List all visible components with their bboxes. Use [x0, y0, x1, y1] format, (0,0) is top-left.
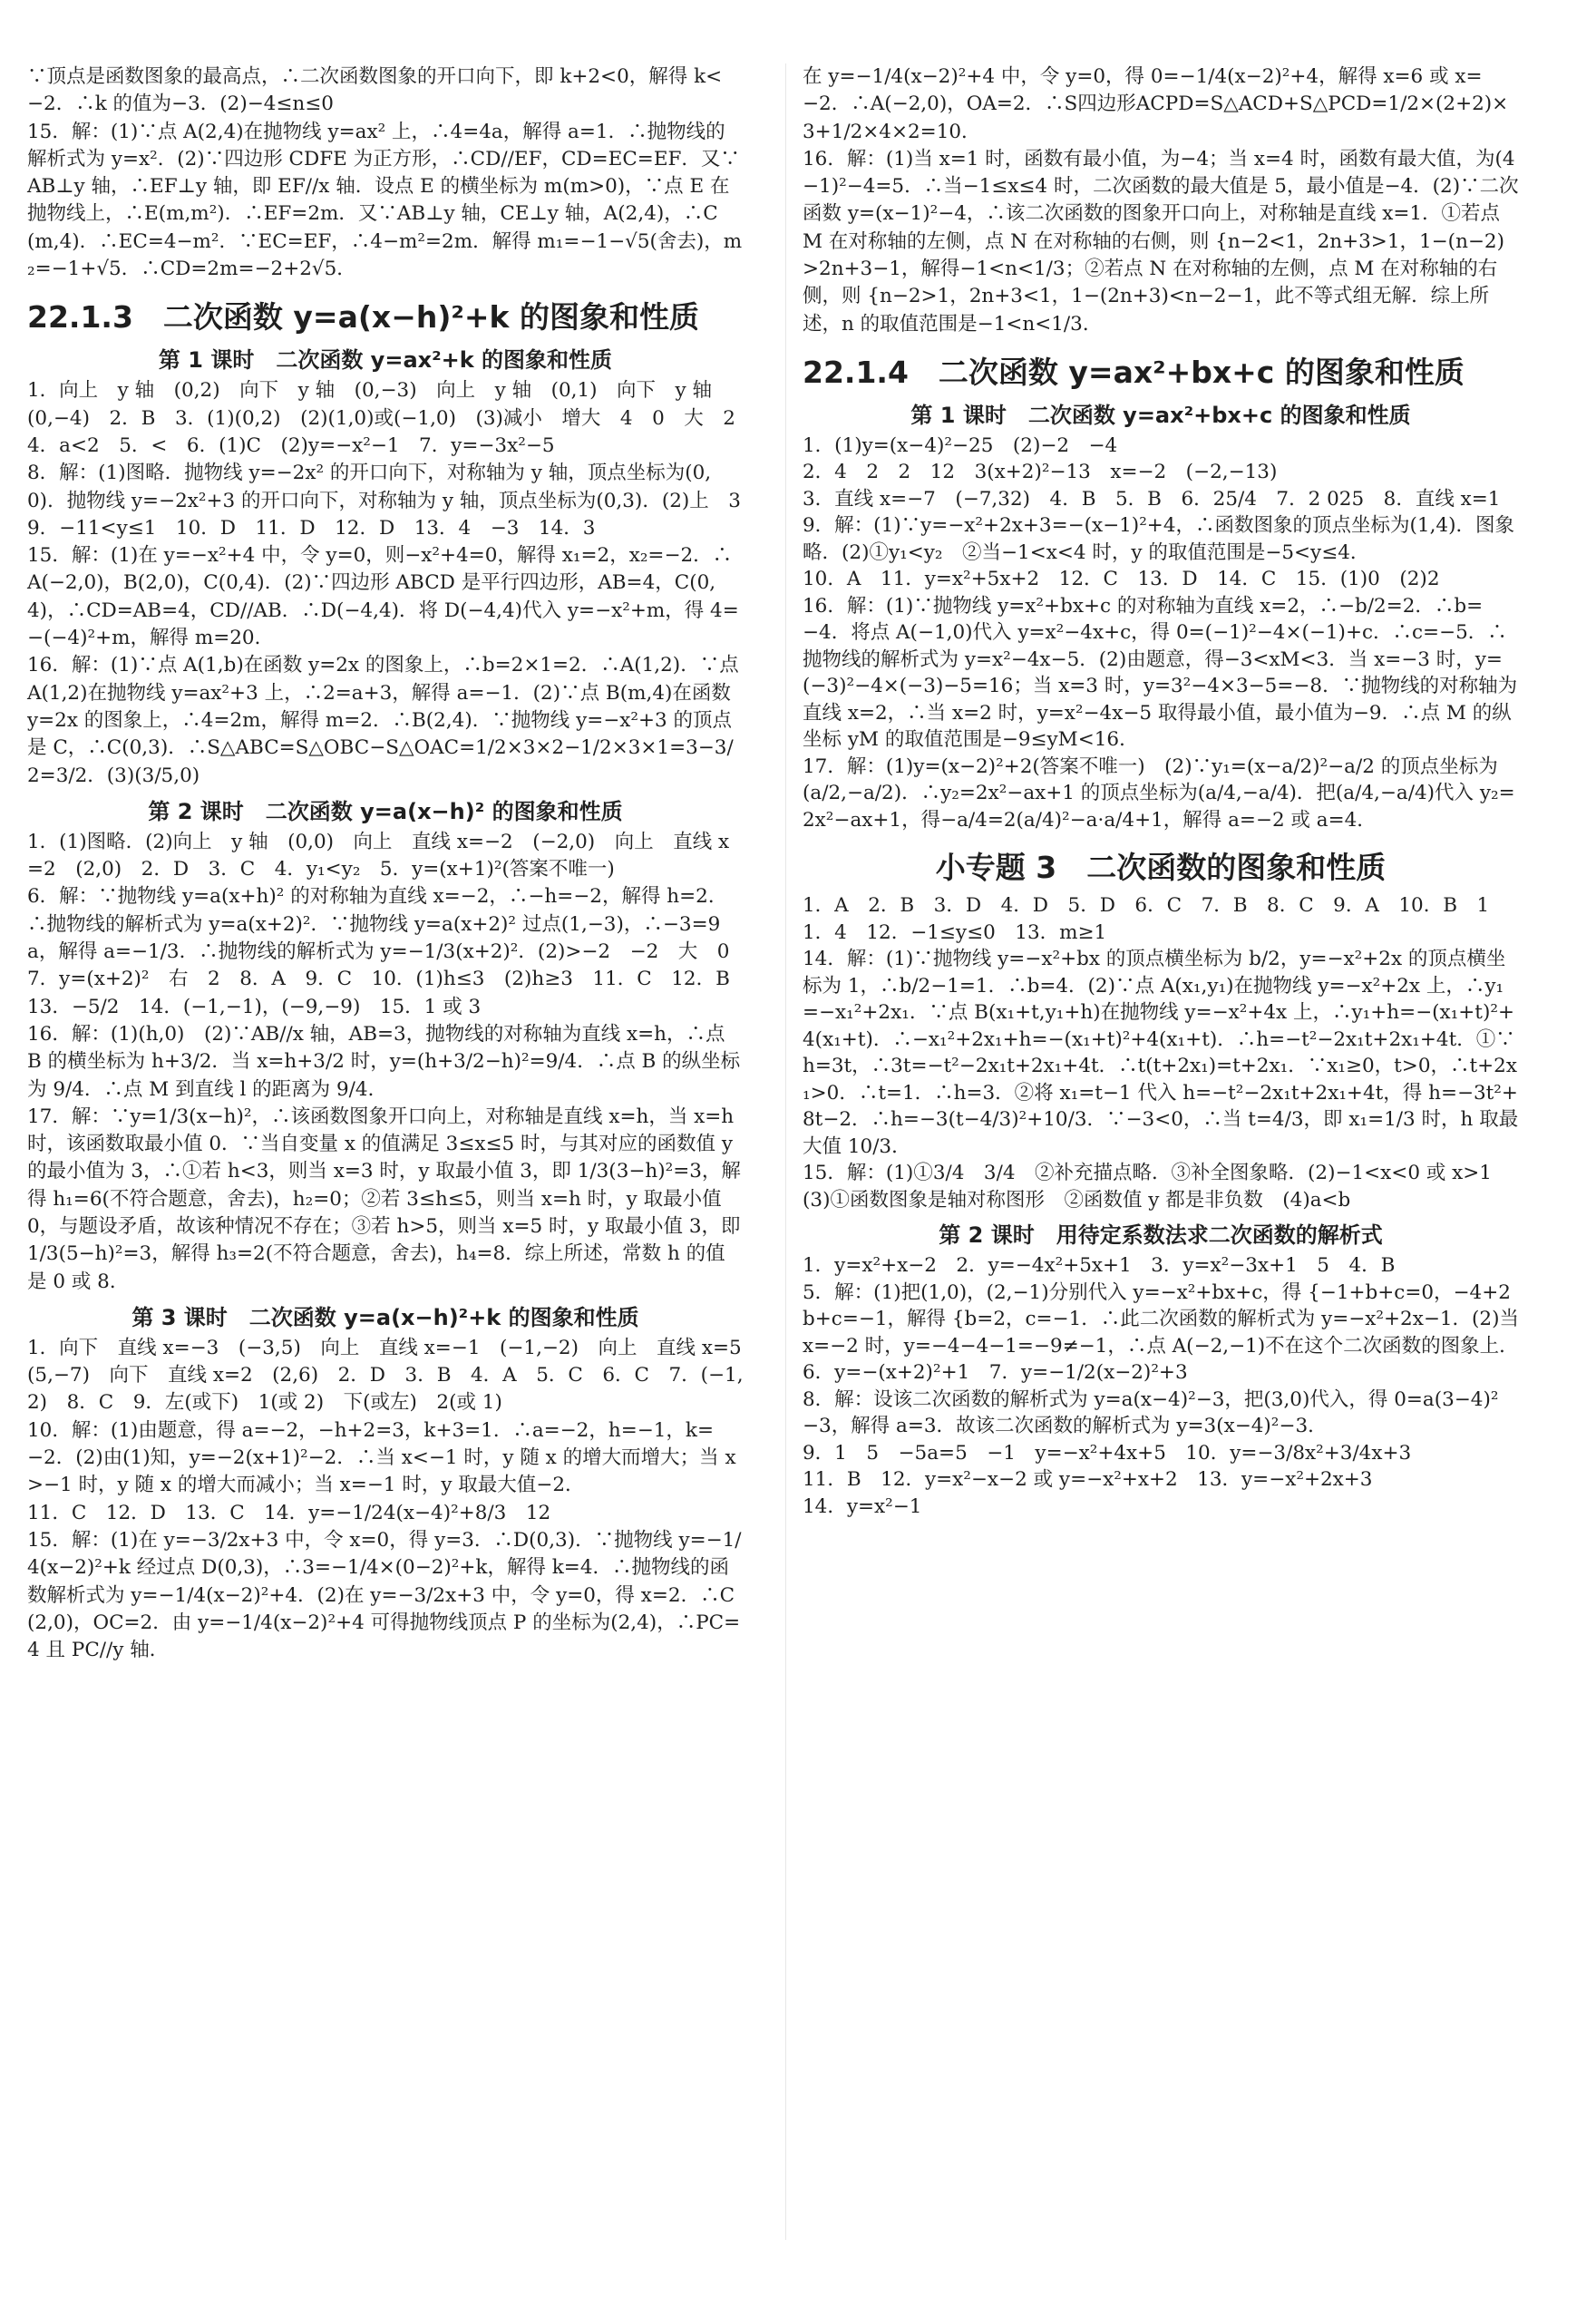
answer-block: 17．解：(1)y=(x−2)²+2(答案不唯一) (2)∵y₁=(x−a/2)²−a/2 的顶点坐标为(a/2,−a/2)．∴y₂=2x²−ax+1 的顶点坐标为(a/4,−a/4)．把(a/4,−a/4)代入 y₂=2x²−ax+1，得−a/4=2(a/4)²−a·a/4+1，解得 a=−2 或 a=4． — [803, 754, 1515, 832]
answer-block: 14．y=x²−1 — [803, 1494, 922, 1518]
answer-block: 6．解：∵抛物线 y=a(x+h)² 的对称轴为直线 x=−2，∴−h=−2，解得 h=2．∴抛物线的解析式为 y=a(x+2)²．∵抛物线 y=a(x+2)² 过点(1,−3)，∴−3=9a，解得 a=−1/3．∴抛物线的解析式为 y=−1/3(x+2)²．(2)>−2 −2 大 0 — [27, 885, 730, 964]
answer-block: 8．解：设该二次函数的解析式为 y=a(x−4)²−3，把(3,0)代入，得 0=a(3−4)²−3，解得 a=3．故该二次函数的解析式为 y=3(x−4)²−3． — [803, 1387, 1499, 1438]
section-title: 22.1.4 二次函数 y=ax²+bx+c 的图象和性质 — [803, 354, 1465, 390]
answer-block: 5．解：(1)把(1,0)，(2,−1)分别代入 y=−x²+bx+c，得 {−1+b+c=0，−4+2b+c=−1，解得 {b=2，c=−1．∴此二次函数的解析式为 y=−x²+2x−1．(2)当 x=−2 时，y=−4−4−1=−9≠−1，∴点 A(−2,−1)不在这个二次函数的图象上． — [803, 1280, 1519, 1358]
answer-block: 14．解：(1)∵抛物线 y=−x²+bx 的顶点横坐标为 b/2，y=−x²+2x 的顶点横坐标为 1，∴b/2−1=1．∴b=4．(2)∵点 A(x₁,y₁)在抛物线 y=−x²+2x 上，∴y₁=−x₁²+2x₁．∵点 B(x₁+t,y₁+h)在抛物线 y=−x²+4x 上，∴y₁+h=−(x₁+t)²+4(x₁+t)．∴−x₁²+2x₁+h=−(x₁+t)²+4(x₁+t)．∴h=−t²−2x₁t+2x₁+4t．①∵h=3t，∴3t=−t²−2x₁t+2x₁+4t．∴t(t+2x₁)=t+2x₁．∵x₁≥0，t>0，∴t+2x₁>0．∴t=1．∴h=3．②将 x₁=t−1 代入 h=−t²−2x₁t+2x₁+4t，得 h=−3t²+8t−2．∴h=−3(t−4/3)²+10/3．∵−3<0，∴当 t=4/3，即 x₁=1/3 时，h 取最大值 10/3． — [803, 948, 1519, 1158]
answer-block: 9．−11<y≤1 10．D 11．D 12．D 13．4 −3 14．3 — [27, 516, 596, 540]
lesson-title: 第 1 课时 二次函数 y=ax²+k 的图象和性质 — [158, 347, 613, 374]
lesson-title: 第 2 课时 用待定系数法求二次函数的解析式 — [939, 1222, 1383, 1249]
left-column — [27, 63, 762, 1664]
answer-block: 8．解：(1)图略．抛物线 y=−2x² 的开口向下，对称轴为 y 轴，顶点坐标为(0,0)．抛物线 y=−2x²+3 的开口向下，对称轴为 y 轴，顶点坐标为(0,3)．(2)上 3 — [27, 462, 741, 512]
section-title: 22.1.3 二次函数 y=a(x−h)²+k 的图象和性质 — [27, 299, 699, 336]
answer-block: 1．向上 y 轴 (0,2) 向下 y 轴 (0,−3) 向上 y 轴 (0,1) 向下 y 轴 (0,−4) 2．B 3．(1)(0,2) (2)(1,0)或(−1,0) (3)减小 增大 4 0 大 2 4．a<2 5．< 6．(1)C (2)y=−x²−1 7．y=−3x²−5 — [27, 379, 755, 457]
answer-block: 11．B 12．y=x²−x−2 或 y=−x²+x+2 13．y=−x²+2x+3 — [803, 1468, 1373, 1492]
answer-block: 9．解：(1)∵y=−x²+2x+3=−(x−1)²+4，∴函数图象的顶点坐标为(1,4)．图象略．(2)①y₁<y₂ ②当−1<x<4 时，y 的取值范围是−5<y≤4． — [803, 514, 1514, 564]
answer-block: 15．解：(1)在 y=−3/2x+3 中，令 x=0，得 y=3．∴D(0,3)．∵抛物线 y=−1/4(x−2)²+k 经过点 D(0,3)，∴3=−1/4×(0−2)²+k，解得 k=4．∴抛物线的函数解析式为 y=−1/4(x−2)²+4．(2)在 y=−3/2x+3 中，令 y=0，得 x=2．∴C(2,0)，OC=2．由 y=−1/4(x−2)²+4 可得抛物线顶点 P 的坐标为(2,4)，∴PC=4 且 PC//y 轴． — [27, 1528, 742, 1662]
answer-block: 10．解：(1)由题意，得 a=−2，−h+2=3，k+3=1．∴a=−2，h=−1，k=−2．(2)由(1)知，y=−2(x+1)²−2．∴当 x<−1 时，y 随 x 的增大而增大；当 x>−1 时，y 随 x 的增大而减小；当 x=−1 时，y 取最大值−2． — [27, 1418, 736, 1497]
answer-block: 在 y=−1/4(x−2)²+4 中，令 y=0，得 0=−1/4(x−2)²+4，解得 x=6 或 x=−2．∴A(−2,0)，OA=2．∴S四边形ACPD=S△ACD+S△PCD=1/2×(2+2)×3+1/2×4×2=10． — [803, 65, 1509, 143]
answer-block: 6．y=−(x+2)²+1 7．y=−1/2(x−2)²+3 — [803, 1361, 1188, 1385]
answer-block: ∵顶点是函数图象的最高点，∴二次函数图象的开口向下，即 k+2<0，解得 k<−2．∴k 的值为−3．(2)−4≤n≤0 — [27, 65, 723, 116]
answer-block: 2．4 2 2 12 3(x+2)²−13 x=−2 (−2,−13) — [803, 461, 1278, 484]
answer-block: 9．1 5 −5a=5 −1 y=−x²+4x+5 10．y=−3/8x²+3/4x+3 — [803, 1441, 1412, 1465]
lesson-title: 第 3 课时 二次函数 y=a(x−h)²+k 的图象和性质 — [131, 1304, 639, 1330]
answer-block: 10．A 11．y=x²+5x+2 12．C 13．D 14．C 15．(1)0 (2)2 — [803, 568, 1440, 591]
answer-block: 15．解：(1)∵点 A(2,4)在抛物线 y=ax² 上，∴4=4a，解得 a=1．∴抛物线的解析式为 y=x²．(2)∵四边形 CDFE 为正方形，∴CD//EF，CD=EC=EF．又∵AB⊥y 轴，∴EF⊥y 轴，即 EF//x 轴．设点 E 的横坐标为 m(m>0)，∵点 E 在抛物线上，∴E(m,m²)．∴EF=2m．又∵AB⊥y 轴，CE⊥y 轴，A(2,4)，∴C(m,4)．∴EC=4−m²．∵EC=EF，∴4−m²=2m．解得 m₁=−1−√5(舍去)，m₂=−1+√5．∴CD=2m=−2+2√5． — [27, 120, 743, 281]
answer-block: 1．(1)图略．(2)向上 y 轴 (0,0) 向上 直线 x=−2 (−2,0) 向上 直线 x=2 (2,0) 2．D 3．C 4．y₁<y₂ 5．y=(x+1)²(答案不唯一) — [27, 830, 730, 881]
lesson-title: 第 1 课时 二次函数 y=ax²+bx+c 的图象和性质 — [910, 402, 1411, 428]
answer-block: 1．向下 直线 x=−3 (−3,5) 向上 直线 x=−1 (−1,−2) 向上 直线 x=5 (5,−7) 向下 直线 x=2 (2,6) 2．D 3．B 4．A 5．C 6．C 7．(−1,2) 8．C 9．左(或下) 1(或 2) 下(或左) 2(或 1) — [27, 1336, 762, 1415]
section-title: 小专题 3 二次函数的图象和性质 — [935, 850, 1387, 886]
answer-block: 16．解：(1)∵抛物线 y=x²+bx+c 的对称轴为直线 x=2，∴−b/2=2．∴b=−4．将点 A(−1,0)代入 y=x²−4x+c，得 0=(−1)²−4×(−1)+c．∴c=−5．∴抛物线的解析式为 y=x²−4x−5．(2)由题意，得−3<xM<3．当 x=−3 时，y=(−3)²−4×(−3)−5=16；当 x=3 时，y=3²−4×3−5=−8．∵抛物线的对称轴为直线 x=2，∴当 x=2 时，y=x²−4x−5 取得最小值，最小值为−9．∴点 M 的纵坐标 yM 的取值范围是−9≤yM<16． — [803, 594, 1518, 752]
answer-block: 1．A 2．B 3．D 4．D 5．D 6．C 7．B 8．C 9．A 10．B 11．4 12．−1≤y≤0 13．m≥1 — [803, 894, 1490, 944]
answer-block: 16．解：(1)当 x=1 时，函数有最小值，为−4；当 x=4 时，函数有最大值，为(4−1)²−4=5．∴当−1≤x≤4 时，二次函数的最大值是 5，最小值是−4．(2)∵二次函数 y=(x−1)²−4，∴该二次函数的图象开口向上，对称轴是直线 x=1．①若点 M 在对称轴的左侧，点 N 在对称轴的右侧，则 {n−2<1，2n+3>1，1−(n−2)>2n+3−1，解得−1<n<1/3；②若点 N 在对称轴的左侧，点 M 在对称轴的右侧，则 {n−2>1，2n+3<1，1−(2n+3)<n−2−1，此不等式组无解．综上所述，n 的取值范围是−1<n<1/3． — [803, 147, 1519, 336]
column-divider — [785, 63, 786, 2240]
right-column — [803, 63, 1519, 1520]
answer-block: 7．y=(x+2)² 右 2 8．A 9．C 10．(1)h≤3 (2)h≥3 11．C 12．B 13．−5/2 14．(−1,−1)，(−9,−9) 15．1 或 3 — [27, 968, 750, 1018]
answer-block: 3．直线 x=−7 (−7,32) 4．B 5．B 6．25/4 7．2 025 8．直线 x=1 — [803, 487, 1501, 511]
answer-block: 16．解：(1)∵点 A(1,b)在函数 y=2x 的图象上，∴b=2×1=2．∴A(1,2)．∵点 A(1,2)在抛物线 y=ax²+3 上，∴2=a+3，解得 a=−1．(2)∵点 B(m,4)在函数 y=2x 的图象上，∴4=2m，解得 m=2．∴B(2,4)．∵抛物线 y=−x²+3 的顶点是 C，∴C(0,3)．∴S△ABC=S△OBC−S△OAC=1/2×3×2−1/2×3×1=3−3/2=3/2．(3)(3/5,0) — [27, 654, 739, 787]
answer-block: 1．y=x²+x−2 2．y=−4x²+5x+1 3．y=x²−3x+1 5 4．B — [803, 1254, 1396, 1278]
answer-block: 1．(1)y=(x−4)²−25 (2)−2 −4 — [803, 433, 1118, 457]
lesson-title: 第 2 课时 二次函数 y=a(x−h)² 的图象和性质 — [148, 798, 623, 824]
answer-block: 11．C 12．D 13．C 14．y=−1/24(x−4)²+8/3 12 — [27, 1501, 551, 1524]
answer-block: 17．解：∵y=1/3(x−h)²，∴该函数图象开口向上，对称轴是直线 x=h，当 x=h 时，该函数取最小值 0．∵当自变量 x 的值满足 3≤x≤5 时，与其对应的函数值 y 的最小值为 3，∴①若 h<3，则当 x=3 时，y 取最小值 3，即 1/3(3−h)²=3，解得 h₁=6(不符合题意，舍去)，h₂=0；②若 3≤h≤5，则当 x=h 时，y 取最小值 0，与题设矛盾，故该种情况不存在；③若 h>5，则当 x=5 时，y 取最小值 3，即 1/3(5−h)²=3，解得 h₃=2(不符合题意，舍去)，h₄=8．综上所述，常数 h 的值是 0 或 8． — [27, 1105, 741, 1293]
answer-block: 15．解：(1)在 y=−x²+4 中，令 y=0，则−x²+4=0，解得 x₁=2，x₂=−2．∴A(−2,0)，B(2,0)，C(0,4)．(2)∵四边形 ABCD 是平行四边形，AB=4，C(0,4)，∴CD=AB=4，CD//AB．∴D(−4,4)．将 D(−4,4)代入 y=−x²+m，得 4=−(−4)²+m，解得 m=20． — [27, 544, 739, 650]
answer-block: 16．解：(1)(h,0) (2)∵AB//x 轴，AB=3，抛物线的对称轴为直线 x=h，∴点 B 的横坐标为 h+3/2．当 x=h+3/2 时，y=(h+3/2−h)²=9/4．∴点 B 的纵坐标为 9/4．∴点 M 到直线 l 的距离为 9/4． — [27, 1022, 741, 1101]
answer-block: 15．解：(1)①3/4 3/4 ②补充描点略．③补全图象略．(2)−1<x<0 或 x>1 (3)①函数图象是轴对称图形 ②函数值 y 都是非负数 (4)a<b — [803, 1162, 1512, 1212]
